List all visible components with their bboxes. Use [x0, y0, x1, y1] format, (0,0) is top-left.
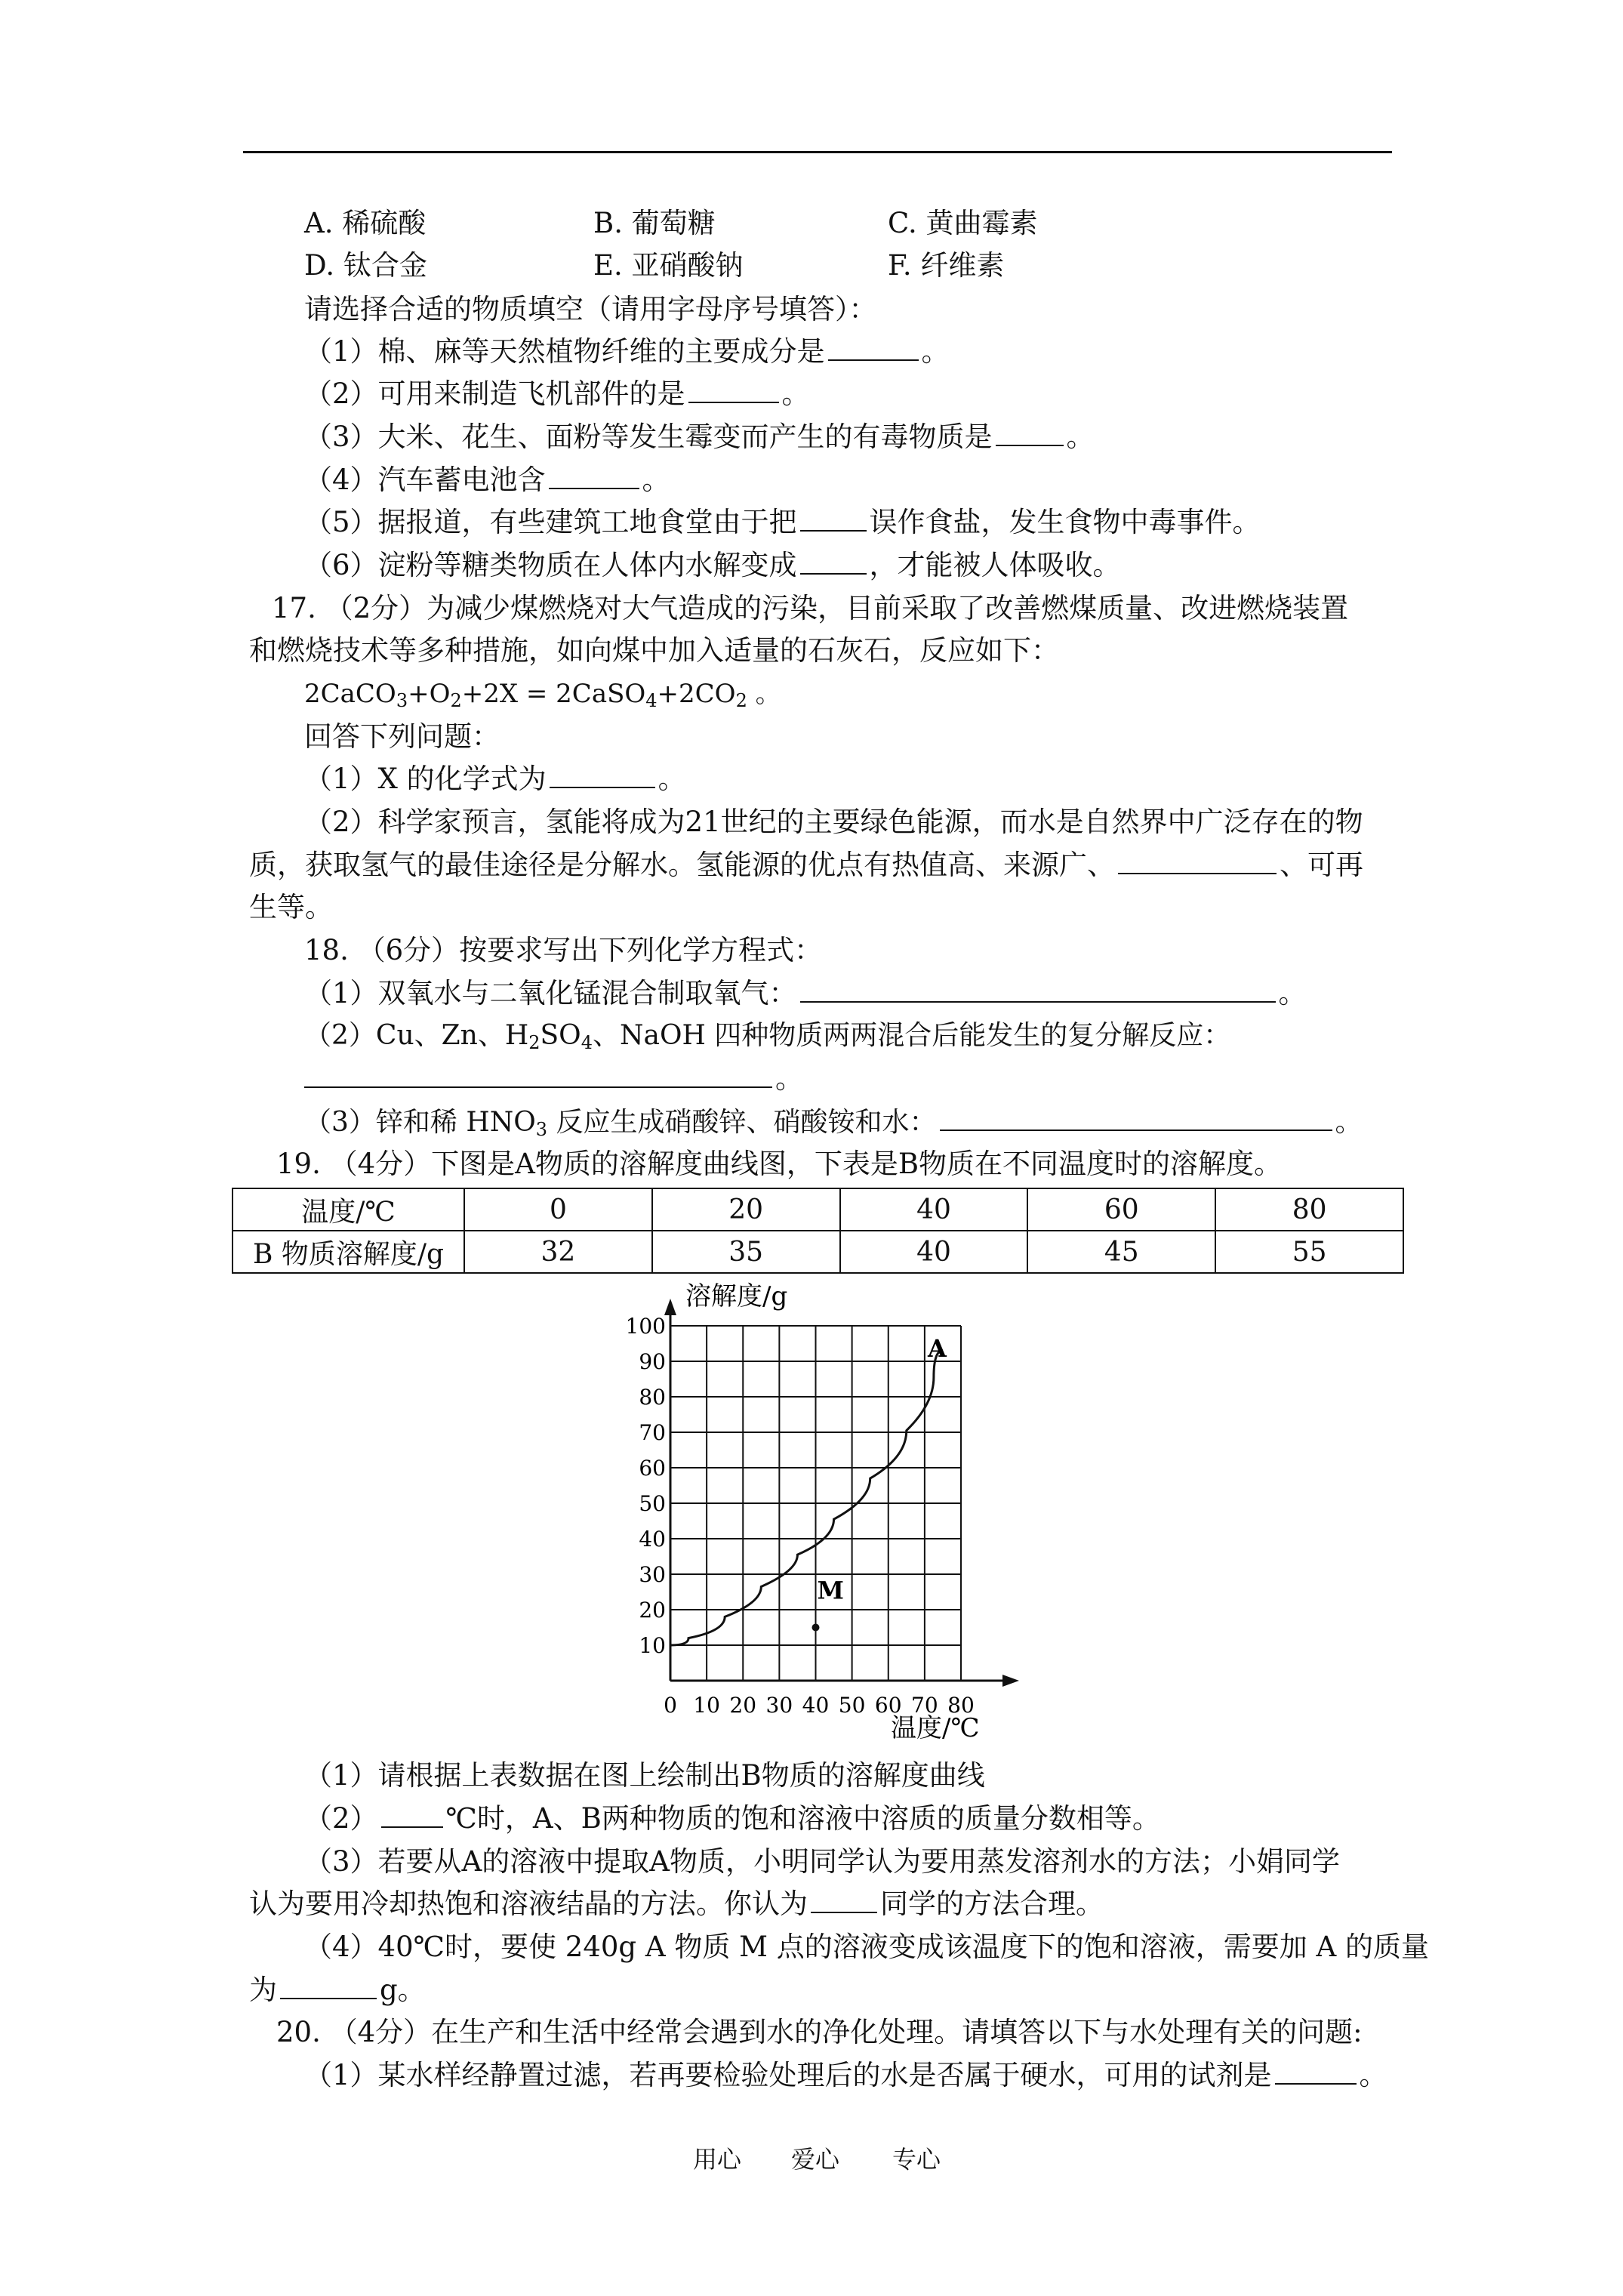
q19-sub-3-line-2: 认为要用冷却热饱和溶液结晶的方法。你认为 同学的方法合理。	[249, 1888, 1104, 1920]
y-tick-label: 100	[625, 1314, 666, 1339]
q17-equation: $2CaCO_3+O_2+2X$ = $2CaSO_4+2CO_2$ 。	[304, 679, 781, 711]
q18-sub-3: （3）锌和稀 $HNO_3$ 反应生成硝酸锌、硝酸铵和水： 。	[304, 1104, 1363, 1148]
q17-line-2: 和燃烧技术等多种措施，如向煤中加入适量的石灰石，反应如下：	[249, 634, 1059, 667]
table-cell: 35	[652, 1231, 840, 1273]
q19-sub-4-line-1: （4）40℃时，要使 240g A 物质 M 点的溶液变成该温度下的饱和溶液，需要加 A 的质量	[304, 1931, 1429, 1963]
q18-sub-1: （1）双氧水与二氧化锰混合制取氧气： 。	[304, 977, 1307, 1009]
q16-item-3: （3）大米、花生、面粉等发生霉变而产生的有毒物质是 。	[304, 421, 1095, 453]
series-line-a	[670, 1351, 943, 1645]
y-tick-label: 20	[639, 1598, 666, 1623]
y-tick-label: 30	[639, 1562, 666, 1587]
table-cell: 20	[652, 1188, 840, 1231]
q18-sub-2-blank: 。	[304, 1061, 803, 1097]
option-c: C. 黄曲霉素	[888, 207, 1038, 239]
x-tick-label: 50	[838, 1693, 866, 1718]
y-tick-label: 60	[639, 1456, 666, 1481]
table-cell: 32	[464, 1231, 652, 1273]
y-axis-label: 溶解度/g	[685, 1281, 788, 1311]
series-label-a: A	[927, 1333, 947, 1363]
header-rule	[243, 151, 1392, 153]
footer-word-1: 用心	[693, 2145, 742, 2174]
option-f: F. 纤维素	[888, 249, 1005, 282]
q19-sub-3-line-1: （3）若要从A的溶液中提取A物质，小明同学认为要用蒸发溶剂水的方法；小娟同学	[304, 1845, 1340, 1878]
table-cell: 45	[1027, 1231, 1215, 1273]
q17-sub-2-line-2: 质，获取氢气的最佳途径是分解水。氢能源的优点有热值高、来源广、 、可再	[249, 849, 1363, 881]
x-tick-label: 30	[765, 1693, 793, 1718]
y-axis-arrow-icon	[664, 1299, 676, 1315]
table-cell: 55	[1215, 1231, 1403, 1273]
y-tick-label: 10	[639, 1633, 666, 1658]
y-tick-label: 80	[639, 1385, 666, 1410]
table-cell: 0	[464, 1188, 652, 1231]
chart-series	[670, 1334, 947, 1645]
option-e: E. 亚硝酸钠	[593, 249, 744, 282]
q16-instruction: 请选择合适的物质填空（请用字母序号填答）：	[304, 293, 877, 325]
table-row	[233, 1231, 1403, 1273]
option-b: B. 葡萄糖	[593, 207, 716, 239]
solubility-table	[232, 1188, 1404, 1274]
q20-title: 20. （4分）在生产和生活中经常会遇到水的净化处理。请填答以下与水处理有关的问题:	[276, 2016, 1363, 2048]
q18-sub-2: （2）Cu、Zn、$H_2SO_4$、NaOH 四种物质两两混合后能发生的复分解反应：	[304, 1020, 1231, 1053]
q19-sub-2: （2） ℃时，A、B两种物质的饱和溶液中溶质的质量分数相等。	[304, 1802, 1160, 1835]
table-cell: 40	[840, 1231, 1028, 1273]
q17-line-1: 17. （2分）为减少煤燃烧对大气造成的污染，目前采取了改善燃煤质量、改进燃烧装置	[272, 592, 1349, 624]
point-m	[812, 1624, 820, 1632]
q17-sub-2-line-3: 生等。	[249, 891, 333, 923]
point-m-label: M	[817, 1576, 844, 1605]
table-cell: 60	[1027, 1188, 1215, 1231]
q16-item-5: （5）据报道，有些建筑工地食堂由于把 误作食盐，发生食物中毒事件。	[304, 506, 1261, 538]
y-tick-label: 40	[639, 1527, 666, 1552]
q16-item-2: （2）可用来制造飞机部件的是 。	[304, 378, 810, 410]
y-tick-label: 50	[639, 1491, 666, 1516]
x-tick-label: 40	[802, 1693, 830, 1718]
table-row	[233, 1188, 1403, 1231]
q19-sub-1: （1）请根据上表数据在图上绘制出B物质的溶解度曲线	[304, 1759, 985, 1792]
q17-answer-prompt: 回答下列问题：	[304, 720, 500, 753]
x-tick-label: 60	[874, 1693, 902, 1718]
q17-sub-1: （1）X 的化学式为 。	[304, 763, 686, 795]
q16-item-4: （4）汽车蓄电池含 。	[304, 464, 670, 496]
footer-word-2: 爱心	[791, 2145, 840, 2174]
q19-title: 19. （4分）下图是A物质的溶解度曲线图，下表是B物质在不同温度时的溶解度。	[276, 1148, 1283, 1180]
x-axis-arrow-icon	[1002, 1675, 1019, 1687]
x-tick-label: 20	[729, 1693, 757, 1718]
q16-item-6: （6）淀粉等糖类物质在人体内水解变成 ，才能被人体吸收。	[304, 549, 1121, 581]
option-a: A. 稀硫酸	[304, 207, 427, 239]
x-tick-label: 70	[911, 1693, 938, 1718]
q20-sub-1: （1）某水样经静置过滤，若再要检验处理后的水是否属于硬水，可用的试剂是 。	[304, 2059, 1387, 2091]
q18-title: 18. （6分）按要求写出下列化学方程式：	[304, 934, 823, 966]
table-header-temp: 温度/℃	[233, 1188, 464, 1231]
x-tick-label: 0	[664, 1693, 677, 1718]
y-tick-label: 90	[639, 1349, 666, 1374]
y-tick-label: 70	[639, 1420, 666, 1445]
footer-word-3: 专心	[892, 2145, 941, 2174]
table-cell: 80	[1215, 1188, 1403, 1231]
table-cell: 40	[840, 1188, 1028, 1231]
option-d: D. 钛合金	[304, 249, 427, 282]
chart-ticks	[626, 1314, 975, 1718]
q19-sub-4-line-2: 为 g。	[249, 1974, 426, 2006]
solubility-chart	[604, 1276, 1027, 1752]
q17-sub-2-line-1: （2）科学家预言，氢能将成为21世纪的主要绿色能源，而水是自然界中广泛存在的物	[304, 806, 1363, 838]
x-tick-label: 80	[947, 1693, 975, 1718]
table-header-solubility: B 物质溶解度/g	[233, 1231, 464, 1273]
x-tick-label: 10	[693, 1693, 720, 1718]
q16-item-1: （1）棉、麻等天然植物纤维的主要成分是 。	[304, 335, 950, 368]
x-axis-label: 温度/℃	[891, 1713, 980, 1743]
